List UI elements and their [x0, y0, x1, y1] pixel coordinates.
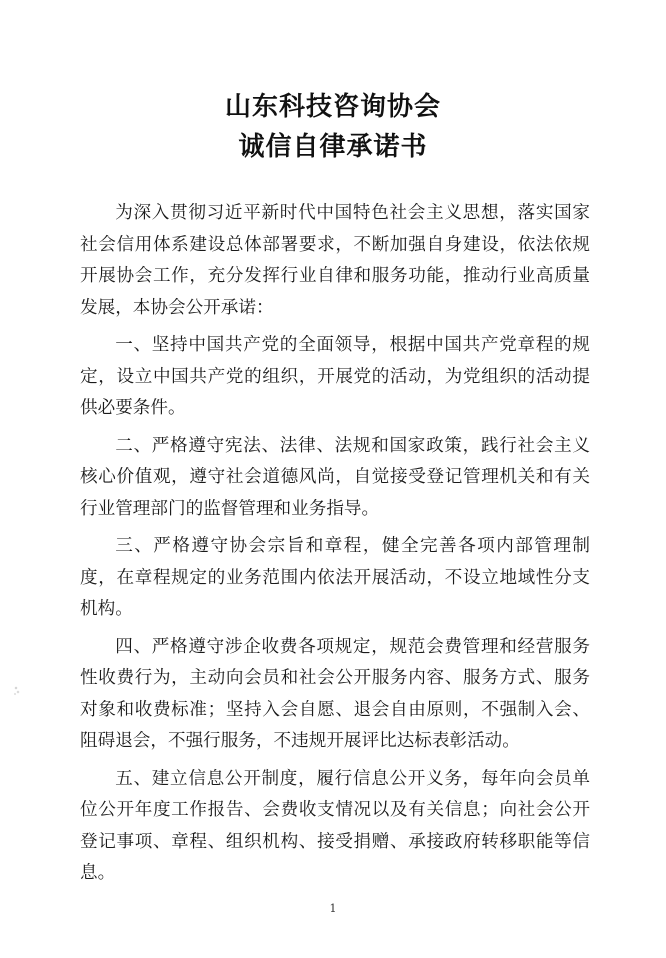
paragraph-item-2: 二、严格遵守宪法、法律、法规和国家政策，践行社会主义核心价值观，遵守社会道德风尚，自觉接受登记管理机关和有关行业管理部门的监督管理和业务指导。 — [80, 435, 590, 519]
document-body — [80, 198, 590, 890]
page-number: 1 — [329, 902, 337, 915]
document-subtitle: 诚信自律承诺书 — [238, 132, 428, 162]
paragraph-item-5: 五、建立信息公开制度，履行信息公开义务，每年向会员单位公开年度工作报告、会费收支情况以及有关信息；向社会公开登记事项、章程、组织机构、接受捐赠、承接政府转移职能等信息。 — [80, 768, 590, 883]
document-title: 山东科技咨询协会 — [224, 92, 441, 122]
paragraph-item-4: 四、严格遵守涉企收费各项规定，规范会费管理和经营服务性收费行为，主动向会员和社会公开服务内容、服务方式、服务对象和收费标准；坚持入会自愿、退会自由原则，不强制入会、阻碍退会，不强行服务，不违规开展评比达标表彰活动。 — [80, 636, 590, 751]
scan-speck — [14, 686, 20, 696]
paragraph-item-1: 一、坚持中国共产党的全面领导，根据中国共产党章程的规定，设立中国共产党的组织，开展党的活动，为党组织的活动提供必要条件。 — [80, 335, 590, 418]
paragraph-intro: 为深入贯彻习近平新时代中国特色社会主义思想，落实国家社会信用体系建设总体部署要求，不断加强自身建设，依法依规开展协会工作，充分发挥行业自律和服务功能，推动行业高质量发展，本协会公开承诺： — [80, 203, 590, 318]
paragraph-item-3: 三、严格遵守协会宗旨和章程，健全完善各项内部管理制度，在章程规定的业务范围内依法开展活动，不设立地域性分支机构。 — [80, 536, 590, 619]
